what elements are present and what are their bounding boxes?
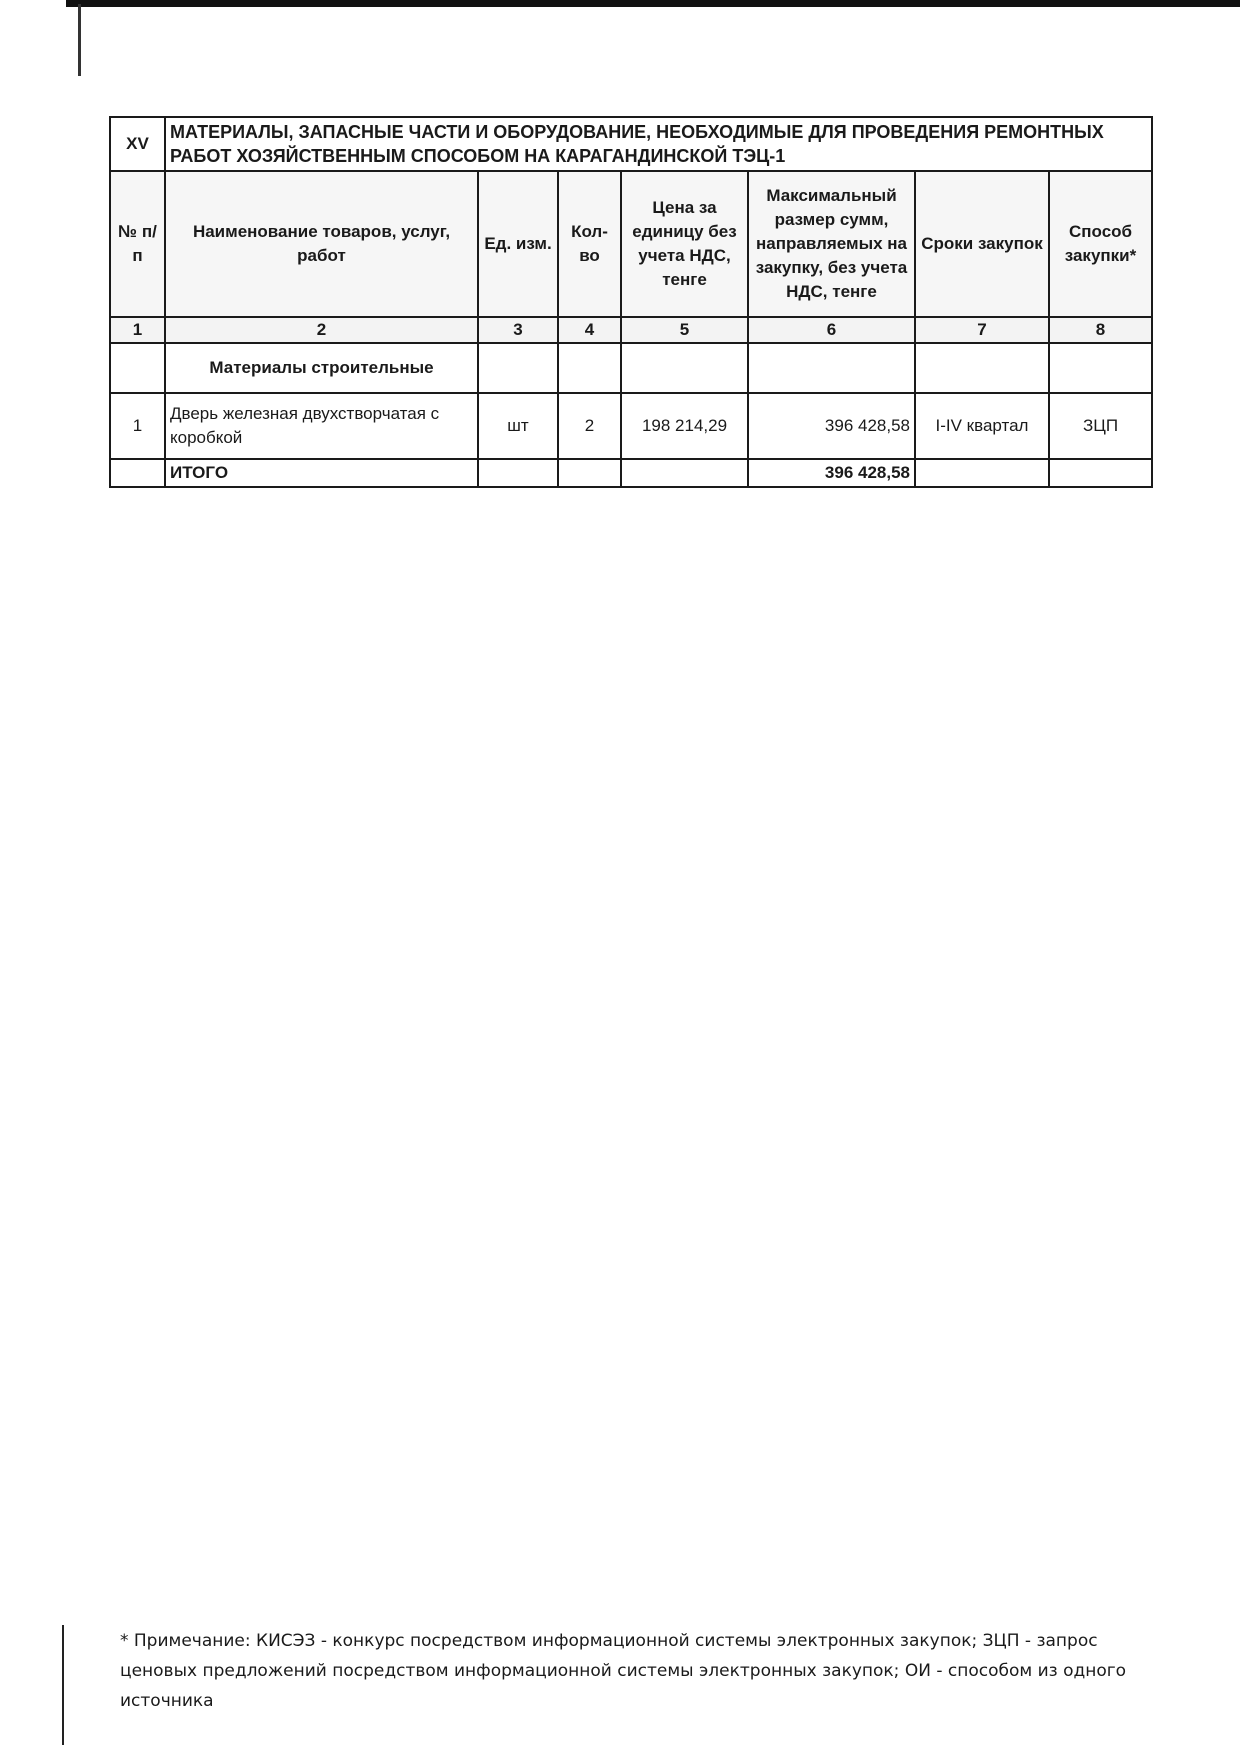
empty-cell (110, 343, 165, 393)
col-index: 5 (621, 317, 748, 343)
row-name: Дверь железная двухстворчатая с коробкой (165, 393, 478, 459)
col-index: 1 (110, 317, 165, 343)
empty-cell (915, 343, 1049, 393)
row-sum: 396 428,58 (748, 393, 915, 459)
row-method: ЗЦП (1049, 393, 1152, 459)
col-header-qty: Кол-во (558, 171, 621, 317)
col-header-name: Наименование товаров, услуг, работ (165, 171, 478, 317)
column-index-row (110, 317, 1152, 343)
empty-cell (1049, 459, 1152, 487)
row-price: 198 214,29 (621, 393, 748, 459)
total-row (110, 459, 1152, 487)
empty-cell (478, 459, 558, 487)
col-index: 7 (915, 317, 1049, 343)
section-header-row (110, 117, 1152, 171)
col-index: 4 (558, 317, 621, 343)
procurement-table (109, 116, 1153, 488)
table-row (110, 393, 1152, 459)
col-index: 3 (478, 317, 558, 343)
empty-cell (915, 459, 1049, 487)
row-num: 1 (110, 393, 165, 459)
empty-cell (1049, 343, 1152, 393)
total-label: ИТОГО (165, 459, 478, 487)
empty-cell (558, 459, 621, 487)
col-index: 6 (748, 317, 915, 343)
empty-cell (110, 459, 165, 487)
col-index: 8 (1049, 317, 1152, 343)
row-unit: шт (478, 393, 558, 459)
col-header-method: Способ закупки* (1049, 171, 1152, 317)
row-qty: 2 (558, 393, 621, 459)
category-label: Материалы строительные (165, 343, 478, 393)
empty-cell (478, 343, 558, 393)
col-header-sum: Максимальный размер сумм, направляемых на закупку, без учета НДС, тенге (748, 171, 915, 317)
col-header-num: № п/п (110, 171, 165, 317)
row-period: I-IV квартал (915, 393, 1049, 459)
column-header-row (110, 171, 1152, 317)
empty-cell (558, 343, 621, 393)
section-code: XV (110, 117, 165, 171)
section-title: МАТЕРИАЛЫ, ЗАПАСНЫЕ ЧАСТИ И ОБОРУДОВАНИЕ, НЕОБХОДИМЫЕ ДЛЯ ПРОВЕДЕНИЯ РЕМОНТНЫХ РАБОТ ХОЗЯЙСТВЕННЫМ СПОСОБОМ НА КАРАГАНДИНСКОЙ ТЭЦ-1 (165, 117, 1152, 171)
empty-cell (748, 343, 915, 393)
scan-edge-left-bottom (62, 1625, 64, 1745)
total-sum: 396 428,58 (748, 459, 915, 487)
col-header-unit: Ед. изм. (478, 171, 558, 317)
empty-cell (621, 459, 748, 487)
scan-edge-left (78, 4, 81, 76)
col-header-price: Цена за единицу без учета НДС, тенге (621, 171, 748, 317)
footnote: * Примечание: КИСЭЗ - конкурс посредством информационной системы электронных закупок; ЗЦП - запрос ценовых предложений посредством информационной системы электронных закупок; ОИ - способом из одного источника (120, 1631, 1127, 1711)
col-index: 2 (165, 317, 478, 343)
scan-edge-top (66, 0, 1240, 7)
category-row (110, 343, 1152, 393)
empty-cell (621, 343, 748, 393)
col-header-period: Сроки закупок (915, 171, 1049, 317)
